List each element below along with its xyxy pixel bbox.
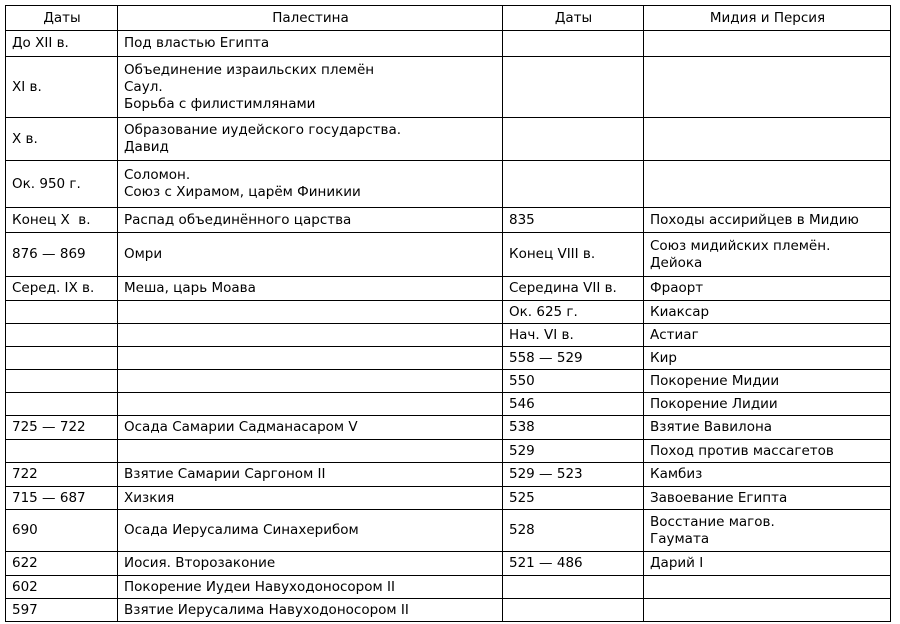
table-row [6,463,891,487]
cell-date-left [6,370,118,393]
cell-text-line: 558 — 529 [509,349,583,366]
cell-text-line: Середина VII в. [509,280,617,296]
cell-text-line: Покорение Иудеи Навуходоносором II [124,578,395,595]
cell-date-right [503,324,644,347]
cell-date-right [503,576,644,599]
cell-text-line: Саул. [124,78,163,95]
cell-palestine [118,370,503,393]
cell-text-line: Образование иудейского государства. [124,122,402,138]
cell-date-left [6,233,118,277]
header-row [6,6,891,31]
table-row [6,277,891,301]
cell-date-left [6,31,118,57]
table-row [6,440,891,463]
column-header-dates-right: Даты [503,6,644,31]
cell-palestine [118,510,503,552]
cell-date-left [6,347,118,370]
cell-media-persia [644,208,891,233]
cell-date-left [6,161,118,208]
cell-media-persia [644,277,891,301]
cell-date-right [503,440,644,463]
cell-media-persia [644,324,891,347]
cell-text-line: Кир [650,349,677,366]
table-row [6,576,891,599]
cell-text-line: Осада Самарии Садманасаром V [124,419,358,435]
cell-text-line: Взятие Иерусалима Навуходоносором II [124,601,409,618]
cell-text-line: 546 [509,395,535,412]
cell-date-left [6,416,118,440]
cell-date-right [503,370,644,393]
cell-text-line: Покорение Лидии [650,395,778,412]
cell-text-line: Соломон. [124,167,191,183]
cell-text-line: XI в. [12,78,42,95]
cell-media-persia [644,301,891,324]
cell-text-line: Конец VIII в. [509,246,596,262]
column-header-media-persia: Мидия и Персия [644,6,891,31]
cell-text-line: 690 [12,522,38,538]
table-row [6,599,891,622]
cell-text-line: Ок. 625 г. [509,303,578,320]
cell-text-line: Борьба с филистимлянами [124,95,316,112]
cell-media-persia [644,463,891,487]
cell-text-line: Восстание магов. [650,513,775,530]
cell-palestine [118,552,503,576]
table-row [6,324,891,347]
cell-palestine [118,463,503,487]
cell-text-line: Дейока [650,254,703,271]
cell-date-right [503,347,644,370]
cell-date-right [503,31,644,57]
cell-media-persia [644,576,891,599]
cell-media-persia [644,393,891,416]
column-header-palestine: Палестина [118,6,503,31]
table-row [6,301,891,324]
cell-text-line: Иосия. Второзаконие [124,555,276,571]
cell-palestine [118,599,503,622]
cell-date-left [6,599,118,622]
table-row [6,233,891,277]
cell-text-line: Гаумата [650,530,710,547]
cell-palestine [118,208,503,233]
cell-text-line: Конец X в. [12,211,91,228]
cell-date-left [6,393,118,416]
table-row [6,370,891,393]
table-row [6,118,891,161]
cell-text-line: 529 — 523 [509,466,583,482]
cell-media-persia [644,440,891,463]
cell-date-left [6,576,118,599]
cell-palestine [118,576,503,599]
cell-date-right [503,463,644,487]
cell-date-right [503,393,644,416]
cell-palestine [118,161,503,208]
cell-text-line: Союз с Хирамом, царём Финикии [124,184,361,200]
cell-text-line: Союз мидийских племён. [650,237,831,254]
cell-text-line: 835 [509,211,535,228]
cell-media-persia [644,552,891,576]
cell-palestine [118,440,503,463]
cell-media-persia [644,416,891,440]
cell-text-line: Давид [124,139,169,155]
cell-text-line: 602 [12,578,38,595]
table-row [6,31,891,57]
cell-text-line: Объединение израильских племён [124,61,375,78]
cell-text-line: 525 [509,489,535,506]
cell-date-left [6,487,118,510]
table-row [6,161,891,208]
table-row [6,347,891,370]
cell-media-persia [644,118,891,161]
cell-text-line: 722 [12,466,38,482]
cell-text-line: 528 [509,522,535,538]
cell-date-right [503,277,644,301]
cell-date-left [6,324,118,347]
cell-palestine [118,118,503,161]
cell-text-line: 597 [12,601,38,618]
cell-date-right [503,487,644,510]
cell-text-line: Взятие Вавилона [650,419,773,435]
cell-text-line: Завоевание Египта [650,489,788,506]
cell-media-persia [644,31,891,57]
cell-media-persia [644,233,891,277]
cell-text-line: Походы ассирийцев в Мидию [650,211,859,228]
cell-text-line: 622 [12,555,38,571]
cell-text-line: X в. [12,130,38,147]
cell-text-line: Под властью Египта [124,35,270,51]
cell-media-persia [644,510,891,552]
cell-date-left [6,440,118,463]
cell-date-right [503,552,644,576]
cell-palestine [118,31,503,57]
table-row [6,487,891,510]
cell-text-line: Фраорт [650,280,704,296]
table-row [6,393,891,416]
table-row [6,552,891,576]
cell-text-line: 529 [509,442,535,459]
cell-text-line: Поход против массагетов [650,442,834,459]
cell-palestine [118,416,503,440]
cell-date-right [503,208,644,233]
cell-text-line: Ок. 950 г. [12,175,81,192]
cell-date-left [6,57,118,118]
table-body [6,31,891,622]
cell-media-persia [644,599,891,622]
chronology-table-container [5,5,890,622]
cell-date-right [503,599,644,622]
cell-text-line: 521 — 486 [509,555,583,571]
cell-palestine [118,347,503,370]
cell-date-right [503,233,644,277]
cell-text-line: Камбиз [650,466,703,482]
cell-text-line: Взятие Самарии Саргоном II [124,466,326,482]
cell-date-left [6,301,118,324]
column-header-dates-left: Даты [6,6,118,31]
cell-text-line: 725 — 722 [12,419,86,435]
cell-media-persia [644,161,891,208]
cell-text-line: Меша, царь Моава [124,280,256,296]
cell-media-persia [644,487,891,510]
cell-text-line: 876 — 869 [12,246,86,262]
cell-date-left [6,510,118,552]
cell-text-line: 715 — 687 [12,489,86,506]
cell-media-persia [644,347,891,370]
cell-palestine [118,277,503,301]
table-row [6,208,891,233]
chronology-table [5,5,891,622]
cell-palestine [118,324,503,347]
table-row [6,57,891,118]
cell-text-line: Серед. IX в. [12,280,95,296]
cell-text-line: Хизкия [124,489,175,506]
table-header [6,6,891,31]
cell-date-right [503,416,644,440]
cell-palestine [118,57,503,118]
cell-text-line: Осада Иерусалима Синахерибом [124,522,359,538]
cell-date-right [503,118,644,161]
cell-media-persia [644,370,891,393]
cell-text-line: Омри [124,246,163,262]
cell-text-line: Дарий I [650,555,704,571]
cell-date-left [6,208,118,233]
cell-date-left [6,118,118,161]
table-row [6,510,891,552]
cell-date-right [503,57,644,118]
cell-text-line: 538 [509,419,535,435]
cell-date-left [6,277,118,301]
cell-text-line: До XII в. [12,35,69,51]
cell-date-left [6,463,118,487]
cell-palestine [118,301,503,324]
cell-text-line: Астиаг [650,326,699,343]
cell-text-line: Нач. VI в. [509,326,574,343]
cell-date-right [503,301,644,324]
cell-text-line: 550 [509,372,535,389]
cell-palestine [118,233,503,277]
cell-media-persia [644,57,891,118]
cell-date-left [6,552,118,576]
cell-text-line: Покорение Мидии [650,372,780,389]
cell-palestine [118,487,503,510]
table-row [6,416,891,440]
cell-date-right [503,510,644,552]
cell-text-line: Киаксар [650,303,710,320]
cell-text-line: Распад объединённого царства [124,211,352,228]
cell-palestine [118,393,503,416]
cell-date-right [503,161,644,208]
